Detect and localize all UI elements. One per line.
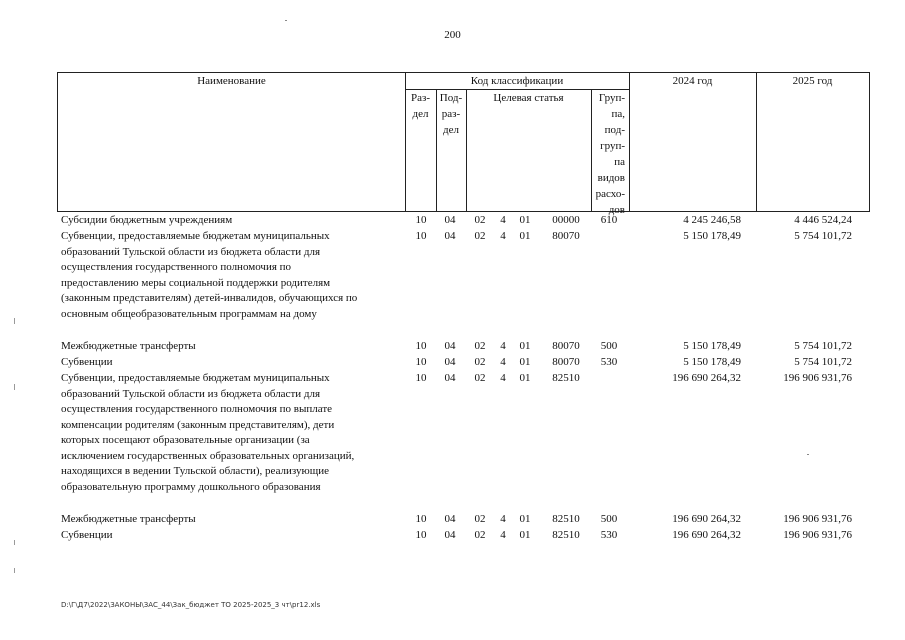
cell-t4: 00000 xyxy=(552,214,580,226)
row-name-line: предоставлению меры социальной поддержки родителям xyxy=(61,276,331,289)
header-year-2024: 2024 год xyxy=(672,75,713,87)
header-group-line: па xyxy=(614,156,625,168)
header-divider xyxy=(756,73,757,211)
cell-razdel: 10 xyxy=(415,513,427,525)
row-name-line: Межбюджетные трансферты xyxy=(61,340,196,352)
header-group-line: груп- xyxy=(600,140,625,152)
cell-t1: 02 xyxy=(474,230,486,242)
cell-2024: 5 150 178,49 xyxy=(683,230,741,242)
header-group-line: па, xyxy=(611,108,625,120)
row-name-line: Субвенции xyxy=(61,529,113,541)
cell-razdel: 10 xyxy=(415,356,427,368)
header-group-line: видов xyxy=(597,172,625,184)
cell-t3: 01 xyxy=(519,230,531,242)
row-name-line: основным общеобразовательным программам на дому xyxy=(61,307,317,320)
row-name xyxy=(61,355,403,371)
header-podrazdel xyxy=(436,90,466,138)
row-name-line: исключением государственных образовательных организаций, xyxy=(61,449,355,462)
header-target: Целевая статья xyxy=(493,92,564,104)
header-name: Наименование xyxy=(197,75,266,87)
cell-2025: 5 754 101,72 xyxy=(794,340,852,352)
cell-t3: 01 xyxy=(519,340,531,352)
header-podrazdel-line: Под- xyxy=(439,92,463,104)
header-divider xyxy=(466,89,467,211)
row-name-line: компенсации родителям (законным представителям), дети xyxy=(61,418,335,431)
row-name-line: осуществления государственного полномочия по выплате xyxy=(61,403,333,415)
cell-t2: 4 xyxy=(500,214,506,226)
cell-t3: 01 xyxy=(519,356,531,368)
cell-t3: 01 xyxy=(519,214,531,226)
cell-t3: 01 xyxy=(519,529,531,541)
header-group-line: дов xyxy=(608,204,625,216)
cell-2025: 4 446 524,24 xyxy=(794,214,852,226)
cell-podrazdel: 04 xyxy=(444,372,456,384)
cell-razdel: 10 xyxy=(415,529,427,541)
header-razdel-line: дел xyxy=(412,108,429,120)
header-year-2025: 2025 год xyxy=(792,75,833,87)
cell-podrazdel: 04 xyxy=(444,356,456,368)
header-group-line: Груп- xyxy=(598,92,625,104)
cell-t2: 4 xyxy=(500,529,506,541)
header-podrazdel-line: дел xyxy=(443,124,459,136)
row-name-line: Межбюджетные трансферты xyxy=(61,513,196,525)
cell-t4: 80070 xyxy=(552,356,580,368)
row-name-line: Субвенции xyxy=(61,356,113,368)
cell-group: 530 xyxy=(600,356,618,368)
row-name-line: образовательную программу дошкольного образования xyxy=(61,480,321,493)
cell-razdel: 10 xyxy=(415,230,427,242)
scan-mark xyxy=(14,318,15,324)
row-name xyxy=(61,339,403,355)
cell-t4: 82510 xyxy=(552,513,580,525)
cell-t2: 4 xyxy=(500,340,506,352)
row-name-line: осуществления государственного полномочия по xyxy=(61,261,292,273)
cell-t1: 02 xyxy=(474,356,486,368)
scan-mark xyxy=(285,20,287,21)
cell-t2: 4 xyxy=(500,230,506,242)
cell-t3: 01 xyxy=(519,513,531,525)
page-number: 200 xyxy=(444,29,461,41)
scan-mark xyxy=(14,568,15,573)
scan-mark xyxy=(14,384,15,390)
cell-group: 610 xyxy=(600,214,618,226)
cell-group: 500 xyxy=(600,513,618,525)
row-name xyxy=(61,229,403,322)
cell-2025: 5 754 101,72 xyxy=(794,230,852,242)
row-name-line: Субвенции, предоставляемые бюджетам муниципальных xyxy=(61,230,330,242)
cell-podrazdel: 04 xyxy=(444,529,456,541)
cell-t4: 82510 xyxy=(552,529,580,541)
row-name xyxy=(61,512,403,528)
table-header xyxy=(57,72,870,216)
header-code: Код классификации xyxy=(470,75,564,87)
cell-t1: 02 xyxy=(474,529,486,541)
file-path-footer: D:\Г\Д7\2022\ЗАКОНЫ\ЗАС_44\Зак_бюджет ТО 2025-2025_3 чт\pr12.xls xyxy=(61,601,321,609)
header-razdel-line: Раз- xyxy=(410,92,430,104)
cell-2024: 5 150 178,49 xyxy=(683,356,741,368)
row-name xyxy=(61,528,403,544)
row-name-line: Субвенции, предоставляемые бюджетам муниципальных xyxy=(61,372,330,384)
header-group-line: расхо- xyxy=(595,188,625,200)
cell-podrazdel: 04 xyxy=(444,230,456,242)
cell-group: 530 xyxy=(600,529,618,541)
cell-2025: 5 754 101,72 xyxy=(794,356,852,368)
cell-2024: 196 690 264,32 xyxy=(672,513,741,525)
row-name-line: находящихся в ведении Тульской области), реализующие xyxy=(61,465,329,477)
cell-t2: 4 xyxy=(500,372,506,384)
row-name-line: (законным представителям) детей-инвалидов, обучающихся по xyxy=(61,292,358,304)
cell-t4: 82510 xyxy=(552,372,580,384)
cell-2024: 196 690 264,32 xyxy=(672,529,741,541)
row-name xyxy=(61,213,403,229)
scan-mark xyxy=(807,454,809,455)
header-group xyxy=(591,90,625,218)
cell-podrazdel: 04 xyxy=(444,214,456,226)
cell-t4: 80070 xyxy=(552,340,580,352)
row-name-line: образований Тульской области из бюджета области для xyxy=(61,387,321,400)
cell-2025: 196 906 931,76 xyxy=(783,513,852,525)
header-podrazdel-line: раз- xyxy=(441,108,461,120)
cell-t1: 02 xyxy=(474,372,486,384)
cell-razdel: 10 xyxy=(415,214,427,226)
cell-t3: 01 xyxy=(519,372,531,384)
cell-razdel: 10 xyxy=(415,340,427,352)
header-group-line: под- xyxy=(604,124,625,136)
cell-2024: 5 150 178,49 xyxy=(683,340,741,352)
cell-group: 500 xyxy=(600,340,618,352)
cell-podrazdel: 04 xyxy=(444,513,456,525)
cell-t4: 80070 xyxy=(552,230,580,242)
header-divider xyxy=(629,73,630,211)
cell-t1: 02 xyxy=(474,513,486,525)
cell-2024: 196 690 264,32 xyxy=(672,372,741,384)
cell-podrazdel: 04 xyxy=(444,340,456,352)
cell-t1: 02 xyxy=(474,340,486,352)
row-name xyxy=(61,371,403,495)
cell-razdel: 10 xyxy=(415,372,427,384)
cell-2025: 196 906 931,76 xyxy=(783,372,852,384)
cell-2024: 4 245 246,58 xyxy=(683,214,741,226)
cell-t2: 4 xyxy=(500,356,506,368)
row-name-line: образований Тульской области из бюджета области для xyxy=(61,245,321,258)
cell-2025: 196 906 931,76 xyxy=(783,529,852,541)
row-name-line: Субсидии бюджетным учреждениям xyxy=(61,214,233,226)
cell-t1: 02 xyxy=(474,214,486,226)
row-name-line: которых посещают образовательные организации (за xyxy=(61,434,310,446)
header-razdel xyxy=(405,90,436,122)
scan-mark xyxy=(14,540,15,545)
cell-t2: 4 xyxy=(500,513,506,525)
